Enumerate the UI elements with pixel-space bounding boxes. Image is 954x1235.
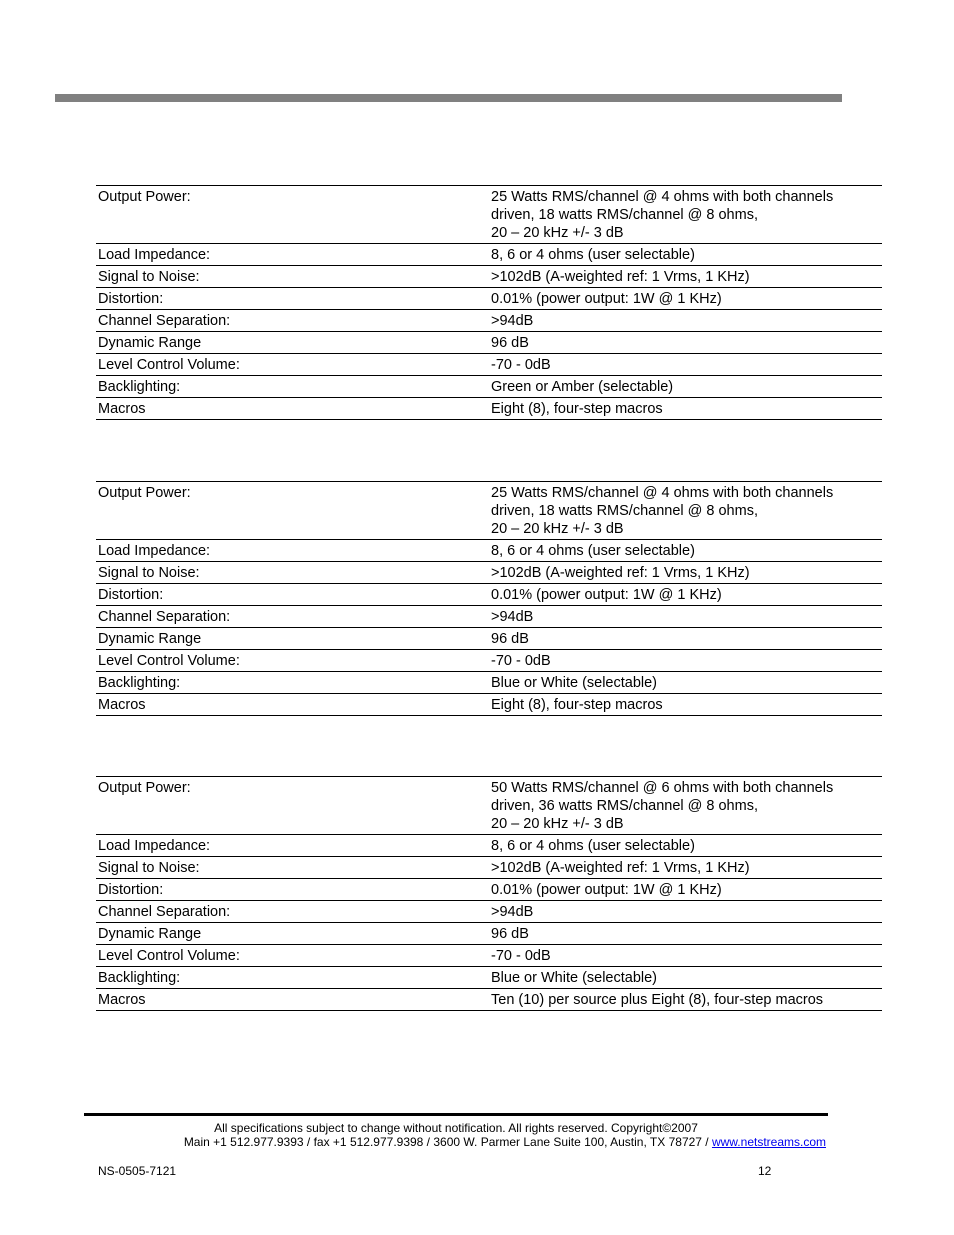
spec-row	[96, 266, 882, 288]
spec-value: 96 dB	[491, 631, 529, 647]
spec-row	[96, 989, 882, 1011]
document-number: NS-0505-7121	[98, 1164, 177, 1178]
spec-value: -70 - 0dB	[491, 653, 551, 669]
spec-value: -70 - 0dB	[491, 357, 551, 373]
spec-row	[96, 332, 882, 354]
spec-label: Dynamic Range	[98, 335, 202, 351]
spec-label: Dynamic Range	[98, 926, 202, 942]
spec-label: Distortion:	[98, 587, 164, 603]
spec-row	[96, 584, 882, 606]
footer-copyright: All specifications subject to change without notification. All rights reserved. Copyright©2007	[214, 1121, 698, 1135]
spec-label: Output Power:	[98, 189, 191, 205]
spec-label: Dynamic Range	[98, 631, 202, 647]
page-number: 12	[758, 1164, 772, 1178]
spec-label: Backlighting:	[98, 970, 181, 986]
spec-value: >102dB (A-weighted ref: 1 Vrms, 1 KHz)	[491, 565, 750, 581]
spec-label: Macros	[98, 401, 146, 417]
spec-label: Level Control Volume:	[98, 653, 240, 669]
spec-row	[96, 945, 882, 967]
footer-contact-text: Main +1 512.977.9393 / fax +1 512.977.9398 / 3600 W. Parmer Lane Suite 100, Austin, TX 78727 /	[183, 1135, 712, 1149]
spec-row	[96, 967, 882, 989]
spec-value: 25 Watts RMS/channel @ 4 ohms with both channels driven, 18 watts RMS/channel @ 8 ohms, 20 – 20 kHz +/- 3 dB	[491, 485, 834, 537]
spec-label: Load Impedance:	[98, 247, 211, 263]
spec-row	[96, 606, 882, 628]
spec-label: Load Impedance:	[98, 543, 211, 559]
spec-value: Blue or White (selectable)	[491, 675, 658, 691]
spec-label: Backlighting:	[98, 379, 181, 395]
spec-label: Distortion:	[98, 291, 164, 307]
spec-row	[96, 482, 882, 540]
spec-value: >94dB	[491, 313, 534, 329]
spec-value: 8, 6 or 4 ohms (user selectable)	[491, 543, 695, 559]
spec-value: 50 Watts RMS/channel @ 6 ohms with both channels driven, 36 watts RMS/channel @ 8 ohms, 20 – 20 kHz +/- 3 dB	[491, 780, 834, 832]
spec-label: Channel Separation:	[98, 904, 231, 920]
spec-row	[96, 901, 882, 923]
spec-label: Channel Separation:	[98, 313, 231, 329]
footer-rule	[84, 1113, 828, 1116]
header-rule	[55, 94, 842, 102]
footer-contact	[184, 1135, 826, 1149]
spec-row	[96, 244, 882, 266]
spec-value: >102dB (A-weighted ref: 1 Vrms, 1 KHz)	[491, 860, 750, 876]
spec-value: 25 Watts RMS/channel @ 4 ohms with both channels driven, 18 watts RMS/channel @ 8 ohms, 20 – 20 kHz +/- 3 dB	[491, 189, 834, 241]
spec-value: Ten (10) per source plus Eight (8), four-step macros	[491, 992, 824, 1008]
spec-value: 0.01% (power output: 1W @ 1 KHz)	[491, 587, 722, 603]
spec-label: Channel Separation:	[98, 609, 231, 625]
spec-label: Macros	[98, 992, 146, 1008]
spec-row	[96, 628, 882, 650]
spec-label: Load Impedance:	[98, 838, 211, 854]
spec-value: >94dB	[491, 904, 534, 920]
spec-row	[96, 694, 882, 716]
spec-row	[96, 398, 882, 420]
spec-table	[96, 776, 882, 1011]
spec-value: -70 - 0dB	[491, 948, 551, 964]
spec-value: 8, 6 or 4 ohms (user selectable)	[491, 247, 695, 263]
spec-value: 8, 6 or 4 ohms (user selectable)	[491, 838, 695, 854]
spec-row	[96, 835, 882, 857]
spec-row	[96, 310, 882, 332]
spec-value: 96 dB	[491, 926, 529, 942]
spec-label: Signal to Noise:	[98, 269, 200, 285]
spec-row	[96, 354, 882, 376]
spec-row	[96, 777, 882, 835]
spec-value: 0.01% (power output: 1W @ 1 KHz)	[491, 291, 722, 307]
spec-value: 96 dB	[491, 335, 529, 351]
spec-label: Signal to Noise:	[98, 860, 200, 876]
spec-row	[96, 672, 882, 694]
spec-row	[96, 540, 882, 562]
spec-label: Output Power:	[98, 780, 191, 796]
spec-row	[96, 562, 882, 584]
spec-label: Macros	[98, 697, 146, 713]
spec-label: Level Control Volume:	[98, 357, 240, 373]
spec-row	[96, 376, 882, 398]
spec-label: Signal to Noise:	[98, 565, 200, 581]
spec-label: Level Control Volume:	[98, 948, 240, 964]
spec-row	[96, 650, 882, 672]
spec-label: Backlighting:	[98, 675, 181, 691]
spec-label: Distortion:	[98, 882, 164, 898]
spec-label: Output Power:	[98, 485, 191, 501]
spec-value: >102dB (A-weighted ref: 1 Vrms, 1 KHz)	[491, 269, 750, 285]
website-link[interactable]: www.netstreams.com	[711, 1135, 826, 1149]
spec-table	[96, 481, 882, 716]
spec-table	[96, 185, 882, 420]
spec-value: Eight (8), four-step macros	[491, 697, 663, 713]
spec-value: Eight (8), four-step macros	[491, 401, 663, 417]
spec-value: 0.01% (power output: 1W @ 1 KHz)	[491, 882, 722, 898]
spec-row	[96, 857, 882, 879]
spec-value: Blue or White (selectable)	[491, 970, 658, 986]
spec-value: >94dB	[491, 609, 534, 625]
spec-value: Green or Amber (selectable)	[491, 379, 674, 395]
spec-row	[96, 186, 882, 244]
spec-row	[96, 923, 882, 945]
spec-row	[96, 288, 882, 310]
spec-row	[96, 879, 882, 901]
